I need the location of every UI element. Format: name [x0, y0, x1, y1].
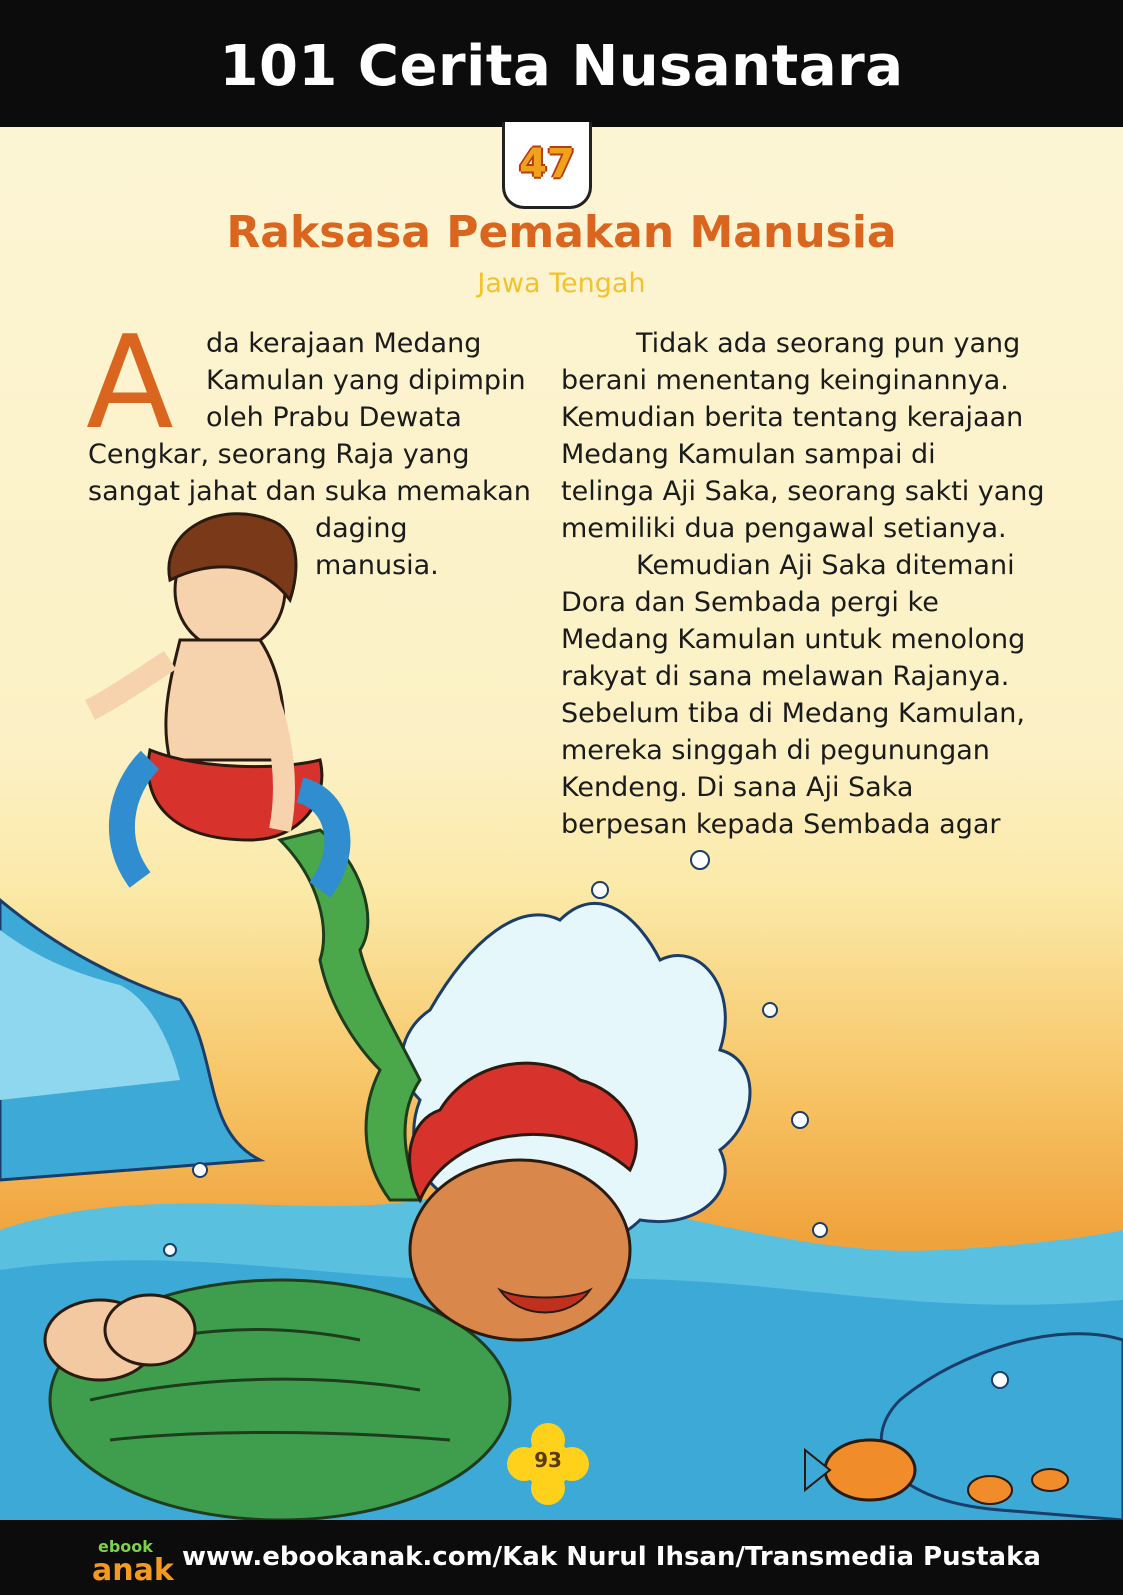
body-line: Medang Kamulan untuk menolong — [561, 624, 1026, 655]
body-line: Sebelum tiba di Medang Kamulan, — [561, 698, 1025, 729]
ebookanak-logo — [92, 1532, 178, 1584]
body-line: Cengkar, seorang Raja yang — [88, 439, 470, 470]
story-number-badge: 47 — [502, 122, 592, 209]
body-line: memiliki dua pengawal setianya. — [561, 513, 1007, 544]
drop-cap: A — [86, 309, 174, 458]
footer-bar — [0, 1520, 1123, 1595]
body-line: mereka singgah di pegunungan — [561, 735, 990, 766]
body-line: Tidak ada seorang pun yang — [636, 328, 1021, 359]
body-line: berani menentang keinginannya. — [561, 365, 1009, 396]
body-line: rakyat di sana melawan Rajanya. — [561, 661, 1010, 692]
body-line: Kemudian Aji Saka ditemani — [636, 550, 1015, 581]
body-line: daging — [315, 513, 408, 544]
body-line: telinga Aji Saka, seorang sakti yang — [561, 476, 1045, 507]
body-line: manusia. — [315, 550, 439, 581]
body-line: Kamulan yang dipimpin — [206, 365, 526, 396]
story-region: Jawa Tengah — [477, 268, 646, 299]
body-line: berpesan kepada Sembada agar — [561, 809, 1001, 840]
body-line: Kemudian berita tentang kerajaan — [561, 402, 1024, 433]
book-title: 101 Cerita Nusantara — [0, 0, 1123, 127]
body-line: Kendeng. Di sana Aji Saka — [561, 772, 914, 803]
page-number: 93 — [534, 1448, 562, 1472]
footer-credit-link[interactable]: www.ebookanak.com/Kak Nurul Ihsan/Transmedia Pustaka — [182, 1542, 1041, 1572]
body-line: da kerajaan Medang — [206, 328, 482, 359]
svg-text:ebook: ebook — [98, 1537, 153, 1556]
body-line: sangat jahat dan suka memakan — [88, 476, 531, 507]
svg-text:anak: anak — [92, 1553, 174, 1584]
body-line: Dora dan Sembada pergi ke — [561, 587, 939, 618]
body-line: Medang Kamulan sampai di — [561, 439, 936, 470]
story-title: Raksasa Pemakan Manusia — [226, 207, 897, 258]
body-line: oleh Prabu Dewata — [206, 402, 462, 433]
